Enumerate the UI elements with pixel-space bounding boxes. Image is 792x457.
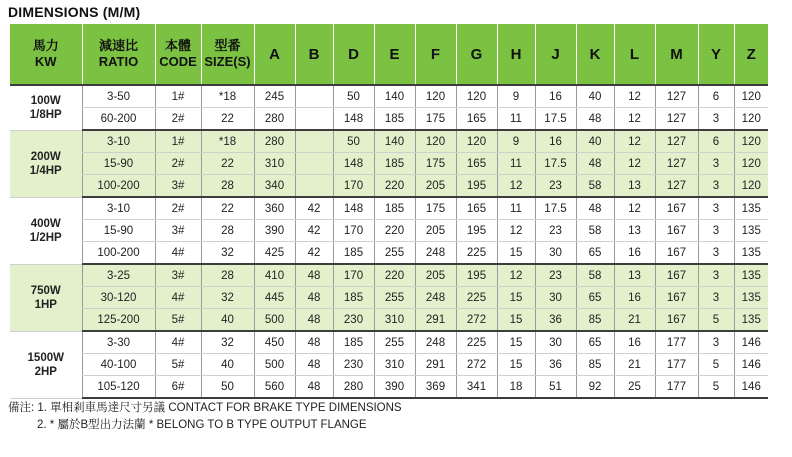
table-cell: 120 [456,85,497,108]
column-header: D [333,24,374,85]
power-hp: 1/4HP [29,164,62,177]
table-cell: 50 [333,130,374,153]
table-cell: 5 [698,309,734,332]
motor-group [10,264,768,331]
table-cell: 170 [333,175,374,198]
table-cell: 100-200 [82,242,155,265]
table-cell: 410 [254,264,295,287]
power-watts: 1500W [27,351,64,364]
table-cell: 6 [698,85,734,108]
column-header: H [497,24,535,85]
table-cell: 135 [734,220,768,242]
table-cell: 30 [535,242,576,265]
table-cell: 5# [155,309,201,332]
column-header: Z [734,24,768,85]
table-cell: 40 [576,130,614,153]
table-cell: 32 [201,287,254,309]
table-cell: 205 [415,220,456,242]
table-cell: 3 [698,153,734,175]
table-cell: 425 [254,242,295,265]
table-cell: 51 [535,376,576,399]
table-cell: 167 [655,197,698,220]
table-cell: 50 [201,376,254,399]
table-cell: 28 [201,175,254,198]
power-cell [10,331,82,398]
table-cell: 18 [497,376,535,399]
table-cell: 291 [415,309,456,332]
table-cell: 120 [734,108,768,131]
header-label-en: SIZE(S) [204,54,251,69]
table-cell: 185 [374,197,415,220]
column-header: L [614,24,655,85]
table-cell: 32 [201,331,254,354]
table-cell [295,108,333,131]
table-cell: 195 [456,175,497,198]
table-cell: 148 [333,197,374,220]
table-cell: 12 [614,197,655,220]
table-cell: 13 [614,264,655,287]
table-cell: 185 [374,108,415,131]
table-cell: 9 [497,85,535,108]
table-cell: 170 [333,264,374,287]
table-cell: 42 [295,220,333,242]
table-cell: 255 [374,242,415,265]
table-cell: 58 [576,264,614,287]
table-cell: 58 [576,175,614,198]
table-row [10,197,768,220]
table-cell: 120 [734,175,768,198]
table-cell: 36 [535,354,576,376]
power-hp: 1/8HP [29,108,62,121]
table-cell: 22 [201,108,254,131]
table-cell: 11 [497,108,535,131]
table-cell: 220 [374,175,415,198]
column-header: K [576,24,614,85]
table-row [10,108,768,131]
table-cell: 16 [614,287,655,309]
table-cell: 1# [155,85,201,108]
table-cell: 15-90 [82,153,155,175]
table-cell: 120 [734,153,768,175]
table-cell: 167 [655,287,698,309]
table-cell: 6# [155,376,201,399]
table-cell: 175 [415,153,456,175]
table-cell: 127 [655,85,698,108]
table-cell: 15 [497,331,535,354]
power-watts: 200W [30,150,61,163]
table-cell: 100-200 [82,175,155,198]
table-cell: 185 [333,331,374,354]
table-cell: 40 [201,354,254,376]
table-cell: 500 [254,309,295,332]
table-cell: 120 [415,85,456,108]
table-cell: 205 [415,175,456,198]
power-hp: 1HP [34,298,57,311]
table-cell: 165 [456,108,497,131]
column-header: G [456,24,497,85]
table-cell: 23 [535,220,576,242]
table-cell: 225 [456,331,497,354]
table-cell: 125-200 [82,309,155,332]
table-cell: 65 [576,331,614,354]
table-cell: 360 [254,197,295,220]
power-cell [10,85,82,130]
table-cell: 255 [374,331,415,354]
table-cell: *18 [201,85,254,108]
table-row [10,331,768,354]
header-row [10,24,768,85]
table-cell: 310 [254,153,295,175]
table-cell: 3-25 [82,264,155,287]
table-cell [295,153,333,175]
header-label-cn: 馬力 [32,38,59,53]
table-cell: 135 [734,197,768,220]
footnotes [8,400,402,434]
table-cell: 167 [655,220,698,242]
header-label-cn: 型番 [214,38,241,53]
table-cell: 65 [576,242,614,265]
table-cell: 48 [576,108,614,131]
table-row [10,309,768,332]
table-cell: 177 [655,354,698,376]
table-cell: 195 [456,220,497,242]
table-cell: 127 [655,175,698,198]
table-cell: 48 [576,197,614,220]
table-cell: 12 [614,130,655,153]
table-cell: 4# [155,287,201,309]
table-cell: 135 [734,309,768,332]
table-cell: 5# [155,354,201,376]
table-row [10,264,768,287]
table-cell: 105-120 [82,376,155,399]
table-cell: 127 [655,153,698,175]
table-row [10,220,768,242]
table-cell: 48 [295,354,333,376]
table-cell: 291 [415,354,456,376]
table-cell: 30 [535,287,576,309]
table-cell: 3 [698,108,734,131]
table-cell: 12 [497,175,535,198]
table-cell: 12 [614,85,655,108]
table-cell: 32 [201,242,254,265]
table-cell: 146 [734,354,768,376]
power-hp: 2HP [34,365,57,378]
table-cell: 3 [698,197,734,220]
table-cell [295,175,333,198]
table-cell: 369 [415,376,456,399]
table-cell: 341 [456,376,497,399]
table-cell: 3-50 [82,85,155,108]
table-cell: 92 [576,376,614,399]
table-cell: 3-30 [82,331,155,354]
table-cell: 5 [698,376,734,399]
table-cell: 85 [576,309,614,332]
power-hp: 1/2HP [29,231,62,244]
table-cell: 11 [497,153,535,175]
table-cell: 36 [535,309,576,332]
table-cell: 28 [201,264,254,287]
table-cell: 248 [415,242,456,265]
table-cell: 30-120 [82,287,155,309]
table-cell: 13 [614,220,655,242]
table-cell: 245 [254,85,295,108]
power-watts: 100W [30,94,61,107]
table-cell: 13 [614,175,655,198]
table-cell: 58 [576,220,614,242]
table-cell: 42 [295,242,333,265]
table-cell: 248 [415,331,456,354]
footnote-2: 2. * 屬於B型出力法蘭 * BELONG TO B TYPE OUTPUT FLANGE [37,419,367,431]
table-cell: 120 [456,130,497,153]
table-cell: 500 [254,354,295,376]
table-cell: 3-10 [82,130,155,153]
table-cell [295,85,333,108]
column-header: F [415,24,456,85]
table-cell: 272 [456,309,497,332]
table-cell: 175 [415,197,456,220]
table-cell: 248 [415,287,456,309]
table-cell: 135 [734,287,768,309]
table-cell: 22 [201,197,254,220]
table-cell: 3 [698,264,734,287]
table-cell: 280 [254,108,295,131]
power-watts: 750W [30,284,61,297]
table-cell: 21 [614,309,655,332]
table-cell: 2# [155,153,201,175]
table-cell: 16 [535,85,576,108]
table-cell: 15 [497,287,535,309]
table-cell: 15-90 [82,220,155,242]
motor-group [10,130,768,197]
table-cell: 23 [535,175,576,198]
table-cell: 280 [254,130,295,153]
table-cell: 50 [333,85,374,108]
table-row [10,85,768,108]
table-cell: 167 [655,264,698,287]
column-header: E [374,24,415,85]
table-cell: 167 [655,242,698,265]
table-cell [295,130,333,153]
page-title: DIMENSIONS (M/M) [8,4,141,20]
table-cell: 6 [698,130,734,153]
column-header [155,24,201,85]
power-cell [10,130,82,197]
table-cell: 255 [374,287,415,309]
table-cell: 3# [155,220,201,242]
table-cell: 3 [698,287,734,309]
table-cell: 5 [698,354,734,376]
column-header: M [655,24,698,85]
table-cell: 15 [497,309,535,332]
header-label-en: RATIO [98,54,139,69]
table-cell: 310 [374,309,415,332]
table-cell: 177 [655,331,698,354]
table-cell: 165 [456,197,497,220]
power-cell [10,197,82,264]
table-cell: 3 [698,331,734,354]
table-cell: 225 [456,242,497,265]
table-cell: 148 [333,108,374,131]
power-watts: 400W [30,217,61,230]
table-cell: 146 [734,376,768,399]
table-cell: 560 [254,376,295,399]
dimensions-table [10,24,768,399]
table-cell: 85 [576,354,614,376]
table-cell: 48 [295,331,333,354]
table-cell: 310 [374,354,415,376]
table-cell: 230 [333,309,374,332]
table-cell: 135 [734,242,768,265]
table-cell: 390 [254,220,295,242]
table-cell: 65 [576,287,614,309]
table-cell: 48 [295,309,333,332]
table-row [10,175,768,198]
table-cell: 390 [374,376,415,399]
table-cell: 220 [374,220,415,242]
table-cell: 175 [415,108,456,131]
table-cell: 40 [576,85,614,108]
table-cell: 15 [497,242,535,265]
table-cell: 230 [333,354,374,376]
table-cell: 60-200 [82,108,155,131]
table-cell: 146 [734,331,768,354]
column-header [10,24,82,85]
table-cell: 48 [576,153,614,175]
table-cell: 340 [254,175,295,198]
footnote-1: 備注: 1. 單相剎車馬達尺寸另議 CONTACT FOR BRAKE TYPE DIMENSIONS [8,402,402,414]
table-cell: 17.5 [535,108,576,131]
table-cell: 2# [155,197,201,220]
table-cell: 205 [415,264,456,287]
table-cell: 11 [497,197,535,220]
table-cell: 177 [655,376,698,399]
table-cell: 12 [614,153,655,175]
table-row [10,376,768,399]
table-cell: 3# [155,175,201,198]
table-cell: 165 [456,153,497,175]
column-header [82,24,155,85]
table-cell: 220 [374,264,415,287]
table-cell: 30 [535,331,576,354]
table-cell: 40-100 [82,354,155,376]
table-cell: 40 [201,309,254,332]
table-cell: 185 [374,153,415,175]
table-row [10,130,768,153]
header-label-en: KW [34,54,57,69]
header-label-en: CODE [159,54,197,69]
table-cell: 48 [295,376,333,399]
table-cell: 16 [614,242,655,265]
table-cell: 1# [155,130,201,153]
table-cell: 21 [614,354,655,376]
table-cell: 17.5 [535,153,576,175]
table-cell: 140 [374,130,415,153]
table-cell: 16 [614,331,655,354]
table-row [10,242,768,265]
table-cell: 12 [614,108,655,131]
table-cell: 3# [155,264,201,287]
table-cell: 185 [333,242,374,265]
table-cell: 120 [734,85,768,108]
motor-group [10,331,768,398]
table-cell: 195 [456,264,497,287]
table-cell: 9 [497,130,535,153]
table-header [10,24,768,85]
power-cell [10,264,82,331]
table-row [10,354,768,376]
table-cell: 23 [535,264,576,287]
table-cell: 15 [497,354,535,376]
motor-group [10,85,768,130]
table-cell: 185 [333,287,374,309]
table-cell: 2# [155,108,201,131]
table-cell: 25 [614,376,655,399]
table-cell: 170 [333,220,374,242]
table-cell: 450 [254,331,295,354]
header-label-cn: 減速比 [98,38,138,53]
column-header: B [295,24,333,85]
column-header: A [254,24,295,85]
table-cell: 120 [415,130,456,153]
table-cell: 140 [374,85,415,108]
table-cell: 12 [497,220,535,242]
table-row [10,153,768,175]
table-cell: 3 [698,175,734,198]
table-cell: 127 [655,130,698,153]
table-cell: 4# [155,331,201,354]
table-cell: 3 [698,220,734,242]
column-header: J [535,24,576,85]
table-cell: 42 [295,197,333,220]
table-cell: 445 [254,287,295,309]
table-cell: 127 [655,108,698,131]
table-cell: 48 [295,264,333,287]
table-cell: 28 [201,220,254,242]
table-cell: 135 [734,264,768,287]
table-cell: 272 [456,354,497,376]
table-cell: 225 [456,287,497,309]
table-cell: 3-10 [82,197,155,220]
table-cell: 3 [698,242,734,265]
motor-group [10,197,768,264]
table-cell: 16 [535,130,576,153]
column-header: Y [698,24,734,85]
table-cell: 12 [497,264,535,287]
table-cell: 4# [155,242,201,265]
table-cell: *18 [201,130,254,153]
table-row [10,287,768,309]
table-cell: 17.5 [535,197,576,220]
table-cell: 148 [333,153,374,175]
table-cell: 22 [201,153,254,175]
column-header [201,24,254,85]
table-cell: 167 [655,309,698,332]
table-cell: 280 [333,376,374,399]
header-label-cn: 本體 [164,38,191,53]
table-cell: 120 [734,130,768,153]
table-cell: 48 [295,287,333,309]
